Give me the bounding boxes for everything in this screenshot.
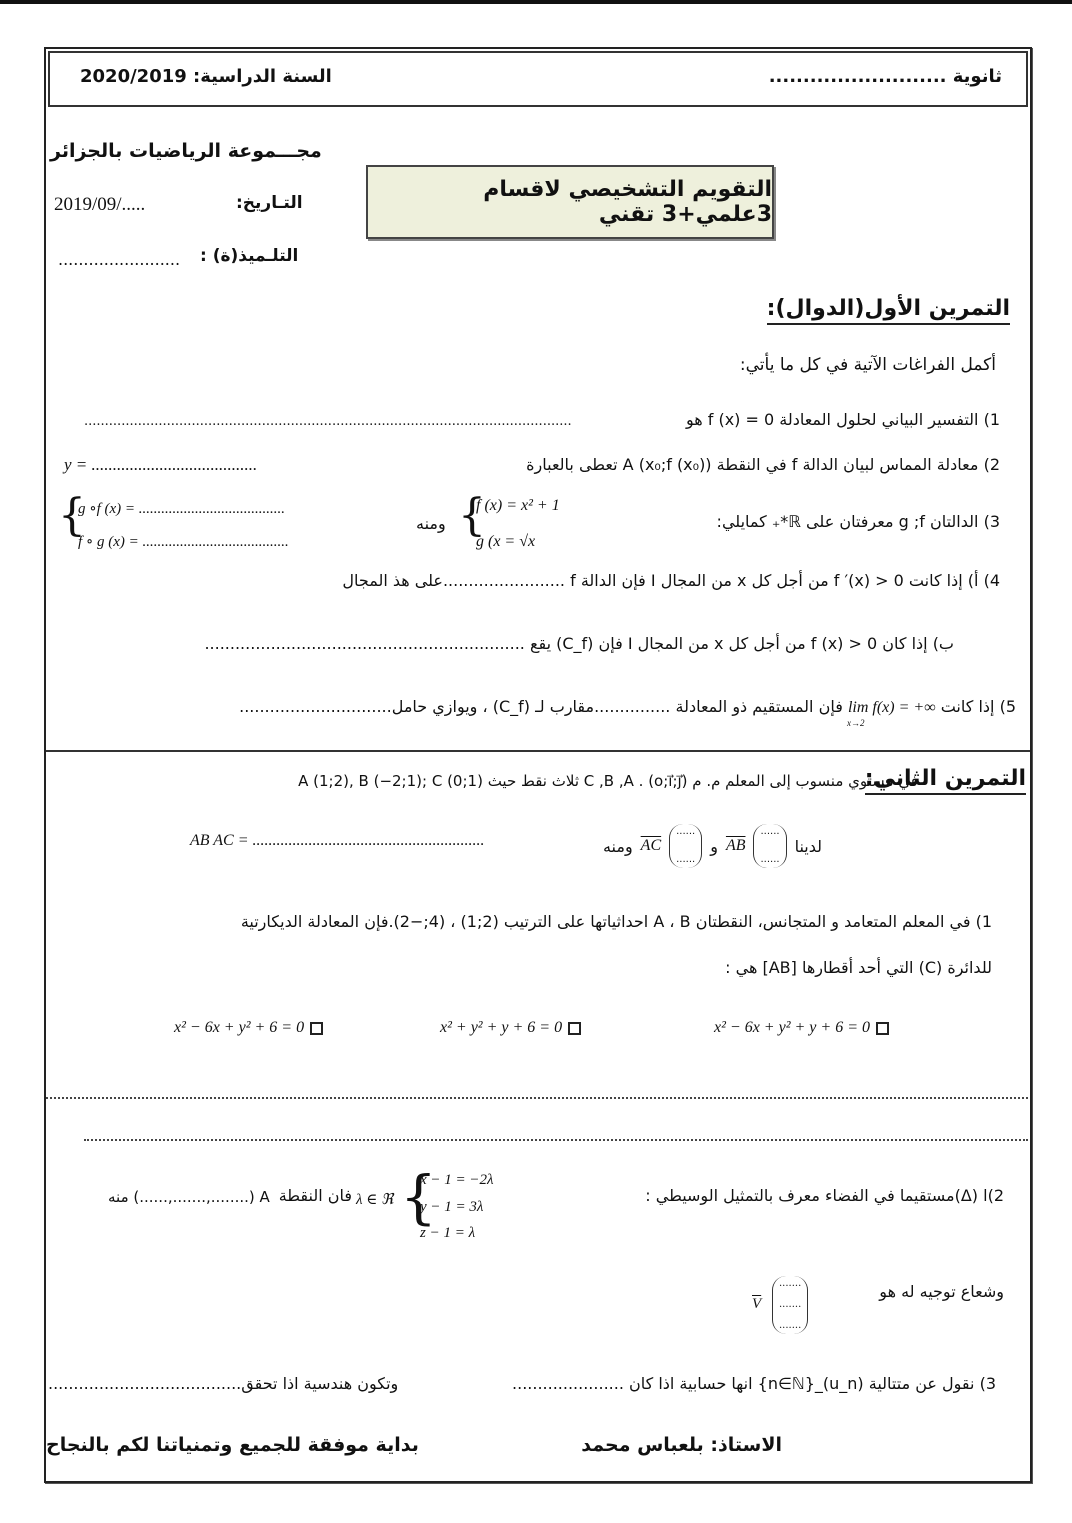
q3-number: 3) [983,512,1000,531]
ab-x-blank[interactable]: ...... [760,826,780,837]
ac-coordinates[interactable] [669,824,702,868]
q3-gof-blank[interactable]: g ∘f (x) = ....................................... [78,501,286,517]
lambda-domain: λ ∈ ℜ [356,1192,394,1208]
page-frame [44,47,1032,1483]
exercise1-instruction: أكمل الفراغات الآتية في كل ما يأتي: [739,355,996,375]
option-1-checkbox[interactable] [876,1022,889,1035]
q4b-statement: ب) إذا كان f (x) > 0 من أجل كل x من المجال I فإن (C_f) يقع [529,634,954,653]
school-year: السنة الدراسية: 2020/2019 [80,66,332,87]
q5-lead: إذا كانت [940,697,995,716]
student-name-blank[interactable]: ........................ [58,250,181,269]
q1-text [686,410,1000,429]
vector-ab: AB [725,837,746,854]
q4b-answer-blank[interactable]: ............................................................... [204,634,525,653]
q4b-text [204,634,954,653]
q4a-tail: على هذ المجال [342,571,443,590]
q5-number: 5) [999,697,1016,716]
ex2-q3-geometric [48,1374,398,1393]
ex2-q1-number: 1) [975,912,992,931]
q5-mid2: مقارب لـ (C_f) ، ويوازي حامل [391,697,595,716]
exam-title: التقويم التشخيصي لاقسام 3علمي+3 تقني [483,177,772,227]
q4-number: 4) [983,571,1000,590]
ac-x-blank[interactable]: ...... [676,826,696,837]
school-label: ثانوية .......................... [768,66,1002,87]
geometric-text: وتكون هندسية اذا تحقق [241,1374,399,1393]
teacher-name: الاستاذ: بلعباس محمد [581,1434,782,1456]
q3-def-f: f (x) = x² + 1 [476,497,560,514]
ex2-q1-statement: في المعلم المتعامد و المتجانس، النقطتان A ، B احداثياتها على الترتيب (2;1) ، (4;−2).فإن المعادلة الديكارتية [240,912,971,931]
answer-line-2[interactable] [84,1139,1028,1141]
q4a-answer-blank[interactable]: ........................ [442,571,566,590]
parametric-brace: { [400,1163,437,1231]
group-name: مجـــموعة الرياضيات بالجزائر [50,140,322,162]
answer-line-1[interactable] [46,1097,1028,1099]
q3-statement: الدالتان g ;f معرفتان على ℝ*₊ كمايلي: [716,512,979,531]
ex2-q1-line2: للدائرة (C) التي أحد أقطارها [AB] هي : [725,958,992,977]
vector-ac: AC [640,837,662,854]
q5-limit-subscript: x→2 [847,718,865,728]
then-label: ومنه [602,836,633,856]
param-eq-y: y − 1 = 3λ [420,1199,484,1215]
arithmetic-condition-blank[interactable]: ...................... [512,1374,624,1393]
direction-vector-bracket[interactable] [772,1276,808,1334]
point-a-blank[interactable]: A (........,.......,......) منه [108,1188,270,1206]
ex2-q2-text [645,1186,1004,1205]
section-divider [46,750,1030,752]
option-3-checkbox[interactable] [310,1022,323,1035]
option-2-checkbox[interactable] [568,1022,581,1035]
q2-answer-blank[interactable]: y = ....................................... [64,455,258,474]
q1-answer-blank[interactable]: ...................................................................................................................... [84,414,572,429]
point-text: فان النقطة [278,1186,352,1205]
student-label: التلـميذ(ة) : [200,246,299,266]
q4a-text [342,571,1000,590]
q2-statement: معادلة المماس لبيان الدالة f في النقطة A (x₀;f (x₀)) تعطى بالعبارة [526,455,979,474]
ac-y-blank[interactable]: ...... [676,854,696,865]
q3-text [717,512,1000,531]
q5-blank-axis[interactable]: .............................. [239,697,392,716]
v-y-blank[interactable]: ....... [779,1299,802,1310]
vectors-row [603,824,822,868]
ex2-q2-statement: ا (Δ)مستقيما في الفضاء معرف بالتمثيل الوسيطي : [645,1186,988,1205]
ex2-q3-statement: نقول عن متتالية (u_n)_{n∈ℕ} انها حسابية اذا كان [629,1374,975,1393]
q3-comp-brace: { [58,490,86,541]
ab-coordinates[interactable] [753,824,786,868]
date-value[interactable]: 2019/09/..... [54,194,146,215]
direction-vector-text: وشعاع توجيه له هو [879,1282,1004,1301]
q5-limit [848,697,936,736]
geometric-condition-blank[interactable]: ...................................... [48,1374,242,1393]
date-label: التـاريخ: [236,193,303,213]
dot-product-blank[interactable]: AB AC = .......................................................... [190,832,485,849]
q2-number: 2) [983,455,1000,474]
exercise2-title: التمرين الثاني: [865,766,1026,795]
ex2-q1-line1 [241,912,992,931]
q1-statement: التفسير البياني لحلول المعادلة f (x) = 0 هو [685,410,979,429]
param-eq-x: x − 1 = −2λ [420,1172,494,1188]
q5-mid: فإن المستقيم ذو المعادلة [675,697,843,716]
and-label: و [710,836,718,856]
exam-title-box [366,165,774,239]
option-3[interactable] [174,1019,329,1037]
ab-y-blank[interactable]: ...... [760,854,780,865]
exercise2-intro: في مستوي منسوب إلى المعلم م. م (o;i⃗;j⃗) . C ,B ,A ثلاث نقط حيث A (1;2), B (−2;1); C (0;1) [298,772,918,790]
q1-number: 1) [983,410,1000,429]
v-z-blank[interactable]: ....... [779,1320,802,1331]
q3-then: ومنه [416,514,446,533]
q5-blank-equation[interactable]: ............... [594,697,671,716]
option-1-equation: x² − 6x + y² + y + 6 = 0 [714,1019,870,1036]
param-eq-z: z − 1 = λ [420,1225,476,1241]
vector-v: $\overline{V}$ [752,1296,762,1312]
q3-def-g: g (x = √x [476,533,536,550]
we-have-label: لدينا [794,836,822,856]
option-1[interactable] [714,1019,895,1037]
q2-text [526,455,1000,474]
exercise1-title: التمرين الأول(الدوال): [767,296,1010,325]
option-2-equation: x² + y² + y + 6 = 0 [440,1019,563,1036]
q3-fog-blank[interactable]: f ∘ g (x) = ....................................... [78,534,289,550]
ex2-q2-number: 2) [987,1186,1004,1205]
q5-limit-expression: lim f(x) = +∞ [847,699,936,716]
q5-text [239,697,1016,736]
ex2-q3-number: 3) [979,1374,996,1393]
option-2[interactable] [440,1019,587,1037]
direction-vector-coordinates[interactable] [772,1276,808,1334]
closing-wishes: بداية موفقة للجميع وتمنياتنا لكم بالنجاح [46,1434,419,1456]
v-x-blank[interactable]: ....... [779,1278,802,1289]
ex2-q3-text [512,1374,996,1393]
q3-def-brace: { [458,490,486,541]
option-3-equation: x² − 6x + y² + 6 = 0 [174,1019,305,1036]
top-edge-bar [0,0,1072,4]
q4a-statement: أ) إذا كانت f ′(x) > 0 من أجل كل x من المجال I فإن الدالة f [570,571,979,590]
